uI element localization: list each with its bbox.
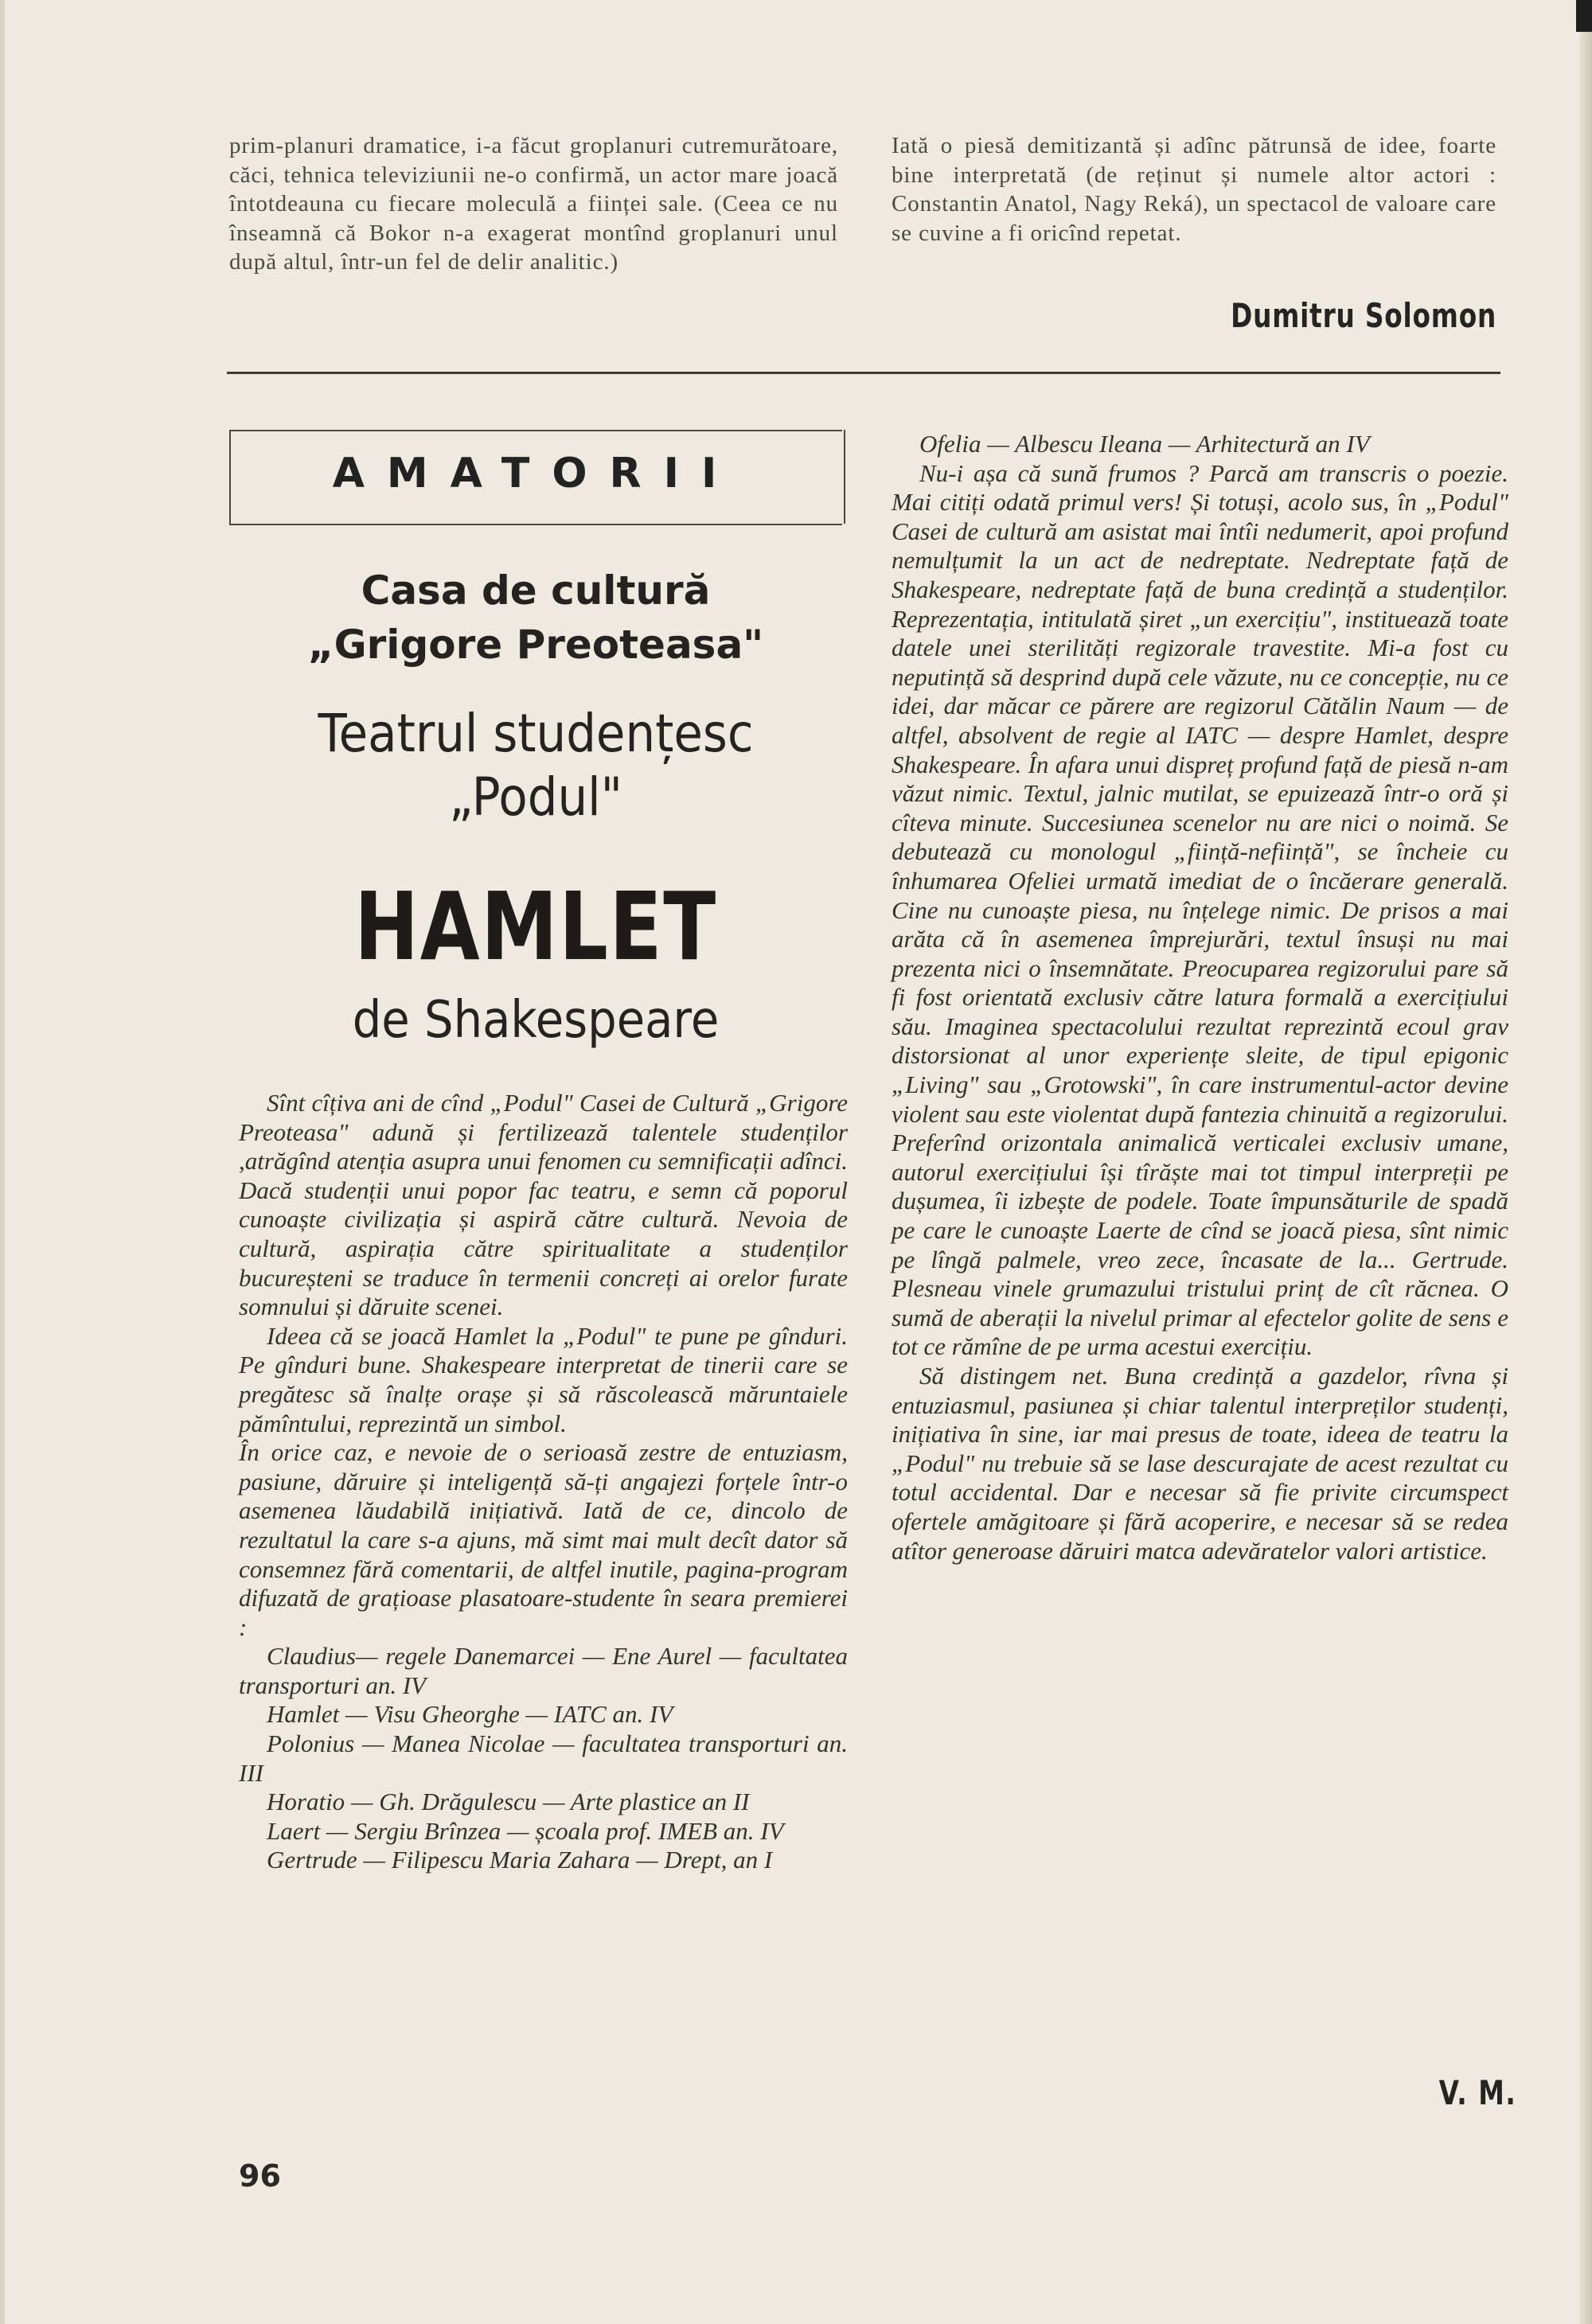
venue-line-1: Casa de cultură xyxy=(361,567,711,614)
title-box-bottom-line xyxy=(229,524,842,525)
right-paragraph-2: Nu-i așa că sună frumos ? Parcă am transcris o poezie. Mai citiți odată primul vers! Și totuși, acolo sus, în „Podul" Casei de cultură am asistat mai întîi nedumerit, apoi profund nemulțumit la un act de nedreptate. Nedreptate față de Shakespeare, nedreptate față de buna credință a studenților. Reprezentația, intitulată șiret „un exercițiu", instituează toate datele unei sterilități regizorale travestite. Mi-a fost cu neputință să desprind după cele văzute, nu ce concepție, nu ce idei, dar măcar ce părere are regizorul Cătălin Naum — de altfel, absolvent de regie al IATC — despre Hamlet, despre Shakespeare. În afara unui dispreț profund față de piesă n-am văzut nimic. Textul, jalnic mutilat, se epuizează într-o oră și cîteva minute. Succesiunea scenelor nu are nici o noimă. Se debutează cu monologul „ființă-neființă", se încheie cu înhumarea Ofeliei urmată imediat de o încăerare generală. Cine nu cunoaște piesa, nu înțelege nimic. De prisos a mai arăta că în asemenea împrejurări, textul însuși nu mai prezenta nici o însemnătate. Preocuparea regizorului pare să fi fost orientată exclusiv către latura formală a exercițiului său. Imaginea spectacolului rezultat reprezintă ecoul grav distorsionat al unor experiențe sleite, de tipul epigonic „Living" sau „Grotowski", în care instrumentul-actor devine violent sau este violentat după fantezia chinuită a regizorului. Preferînd orizontala animalică verticalei exclusiv umane, autorul exercițiului își tîrăște mai tot timpul interpreții pe dușumea, îi izbește de podele. Toate împunsăturile de spadă pe care le cunoaște Laerte de cînd se joacă piesa, sînt nimic pe lîngă palmele, vreo zece, încasate de la... Gertrude. Plesneau vinele grumazului tristului prinț de cît răcnea. O sumă de aberații la nivelul primar al efectelor golite de sens e tot ce rămîne de pe urma acestui exercițiu. xyxy=(892,458,1508,1361)
left-body xyxy=(239,1089,848,1875)
top-left-paragraph: prim-planuri dramatice, i-a făcut groplanuri cutremurătoare, căci, tehnica televiziunii ne-o confirmă, un actor mare joacă întotdeauna cu fiecare moleculă a ființei sale. (Ceea ce nu înseamnă că Bokor n-a exagerat montînd groplanuri unul după altul, într-un fel de delir analitic.) xyxy=(229,133,838,275)
right-paragraph-1: Ofelia — Albescu Ileana — Arhitectură an IV xyxy=(919,430,1370,458)
bottom-signature: V. M. xyxy=(1438,2073,1516,2112)
cast-line-5: Laert — Sergiu Brînzea — școala prof. IMEB an. IV xyxy=(267,1816,784,1845)
page-number: 96 xyxy=(239,2158,281,2193)
left-paragraph-2: Ideea că se joacă Hamlet la „Podul" te pune pe gînduri. Pe gînduri bune. Shakespeare interpretat de tinerii care se pregătesc să înalțe orașe și să răscolească măruntaiele pămîntului, reprezintă un simbol. xyxy=(239,1321,848,1437)
top-right-paragraph: Iată o piesă demitizantă și adînc pătrunsă de idee, foarte bine interpretată (de reținut și numele altor actori : Constantin Anatol, Nagy Reká), un spectacol de valoare care se cuvine a fi oricînd repetat. xyxy=(892,133,1496,246)
corner-mark xyxy=(1576,0,1592,32)
page-edge-left xyxy=(0,0,5,2324)
cast-line-2: Hamlet — Visu Gheorghe — IATC an. IV xyxy=(267,1700,673,1729)
cast-line-4: Horatio — Gh. Drăgulescu — Arte plastice an II xyxy=(267,1788,750,1816)
right-body xyxy=(892,430,1508,1566)
left-paragraph-3: În orice caz, e nevoie de o serioasă zestre de entuziasm, pasiune, dăruire și inteligență să-ți angajezi forțele într-o asemenea lăudabilă inițiativă. Iată de ce, dincolo de rezultatul la care s-a ajuns, mă simt mai mult decît dator să consemnez fără comentarii, de altfel inutile, pagina-program difuzată de grațioase plasatoare-studente în seara premierei : xyxy=(239,1438,848,1641)
theatre-line-1: Teatrul studențesc xyxy=(318,703,754,764)
top-signature: Dumitru Solomon xyxy=(1231,296,1496,335)
cast-line-3: Polonius — Manea Nicolae — facultatea transporturi an. III xyxy=(239,1729,848,1787)
left-paragraph-1: Sînt cîțiva ani de cînd „Podul" Casei de Cultură „Grigore Preoteasa" adună și fertilizează talentele studenților ,atrăgînd atenția asupra unui fenomen cu semnificații adînci. Dacă studenții unui popor fac teatru, e semn că poporul cunoaște civilizația și aspiră către cultură. Nevoia de cultură, aspirația către spiritualitate a studenților bucureșteni se traduce în termenii concreți ai orelor furate somnului și dăruite scenei. xyxy=(239,1089,848,1321)
section-title: AMATORII xyxy=(332,450,739,497)
cast-line-6: Gertrude — Filipescu Maria Zahara — Drept, an I xyxy=(267,1846,773,1874)
venue-heading xyxy=(229,563,842,672)
section-divider xyxy=(227,372,1500,374)
play-author: de Shakespeare xyxy=(352,991,720,1050)
page-edge-right xyxy=(1579,0,1592,2324)
venue-line-2: „Grigore Preoteasa" xyxy=(307,622,764,668)
theatre-heading xyxy=(260,702,812,829)
play-title: HAMLET xyxy=(354,872,717,981)
right-paragraph-3: Să distingem net. Buna credință a gazdelor, rîvna și entuziasmul, pasiunea și chiar talentul interpreților studenți, inițiativa în sine, iar mai presus de toate, ideea de teatru la „Podul" nu trebuie să se lase descurajate de acest rezultat cu totul accidental. Dar e necesar să fie privite circumspect ofertele amăgitoare și fără acoperire, e necesar să se redea atîtor generoase dăruiri matca adevăratelor valori artistice. xyxy=(892,1362,1508,1565)
theatre-line-2: „Podul" xyxy=(449,766,622,828)
cast-line-1: Claudius— regele Danemarcei — Ene Aurel — facultatea transporturi an. IV xyxy=(239,1642,848,1699)
